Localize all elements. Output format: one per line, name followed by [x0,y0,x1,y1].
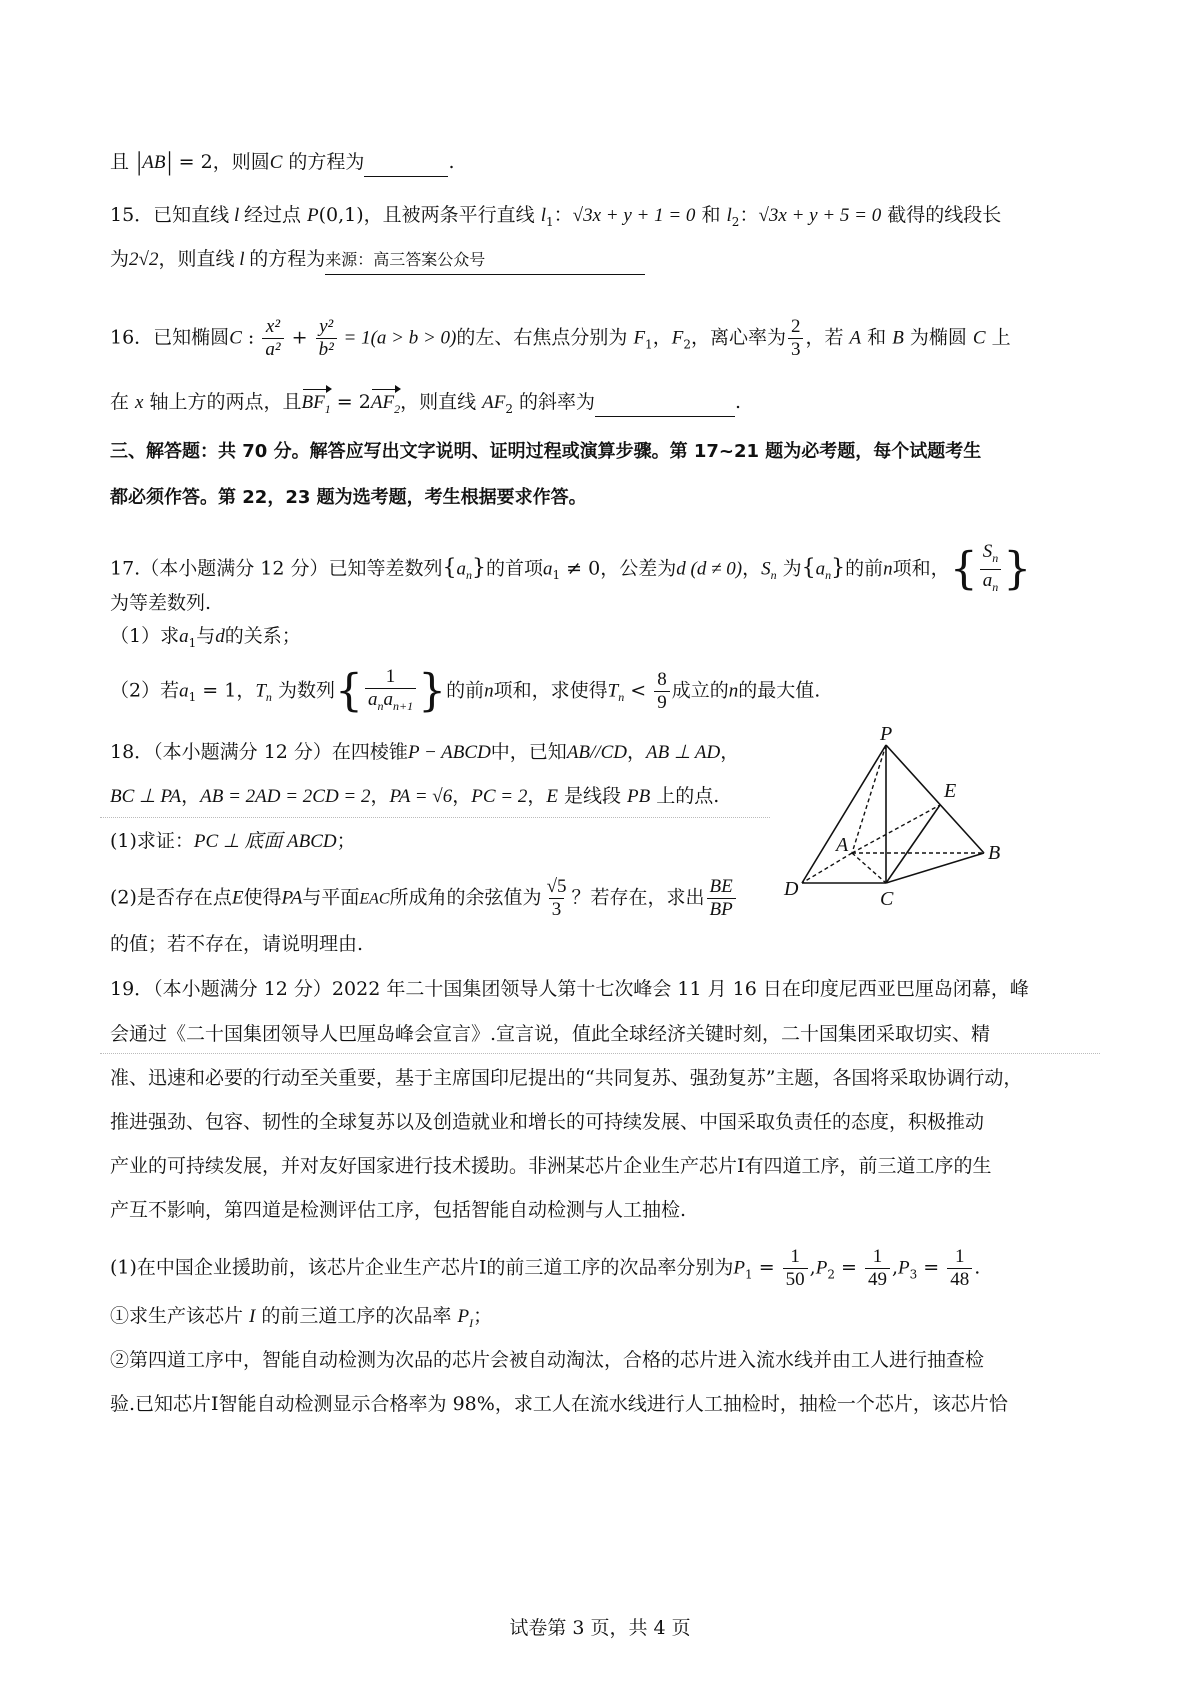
text: 是线段 [557,785,628,807]
q18-part2 [110,876,738,921]
math-n: n [484,680,494,702]
text: ； [336,830,356,852]
edge-ac [852,853,886,883]
fraction-1-50 [783,1246,808,1291]
math-parallel: AB//CD [566,742,627,763]
math-l: l [229,205,244,226]
q19-sub1 [110,1302,492,1337]
den: 48 [947,1268,972,1291]
text: ≠ 0 [560,557,601,580]
a: a [367,689,378,710]
text: . [735,391,742,413]
text: ： [739,204,759,226]
math-t: T [255,680,266,702]
num: x² [265,316,281,337]
math-b: B [892,327,904,349]
den: b² [316,338,337,361]
q16-line2 [110,388,741,423]
math-pa: PA [281,887,303,909]
text: 所成角的余弦值为 [389,886,542,909]
text: . [448,151,455,173]
section-3-instructions: 都必须作答。第 22，23 题为选考题，考生根据要求作答。 [110,487,587,508]
text: ： [553,204,573,226]
math-perp: AB ⊥ AD [646,742,721,763]
den: 3 [788,338,804,361]
den: 3 [549,898,565,921]
q15-line2 [110,245,645,275]
sub: I [469,1315,474,1330]
question-17-number: 17.（本小题满分 12 分）已知等差数列 [110,557,443,580]
math-f1: F [633,327,646,349]
text: 上的点. [650,785,720,807]
fraction-1-anan1 [365,666,416,717]
q19-line5: 产业的可持续发展，并对友好国家进行技术援助。非洲某芯片企业生产芯片I有四道工序，前三道工序的生 [110,1155,992,1177]
q17-part2: （2）若$a_1 = 1$，$T_n$ 为数列{ $\frac{1}{a_na_{n+1}}$ }的前n项和，求使得$T_n$ < $\frac{8}{9}$ 成立的n的最大值. [110,665,821,717]
fraction-1-49 [865,1246,890,1291]
text: ，且被两条平行直线 [363,204,541,226]
text: ， [370,785,390,807]
sub: 1 [645,337,653,352]
num: √5 [546,876,567,897]
text: 的最大值. [738,679,821,702]
text: （1）求 [110,625,180,647]
text: 且 [110,151,130,173]
math-a: a [179,680,189,702]
math-c: C [269,152,283,173]
text: ，则圆 [212,151,270,173]
math-ab: AB [142,152,166,173]
text: 与平面 [302,886,360,909]
q19-sub2-line2: 验.已知芯片I智能自动检测显示合格率为 98%，求工人在流水线进行人工抽检时，抽检一个芯片，该芯片恰 [110,1393,1008,1415]
text: 的前 [845,557,884,580]
vec-text: AF [370,392,395,413]
text: 轴上方的两点，且 [143,391,302,413]
sub: n [992,550,999,565]
num [980,541,1002,569]
math-d: d [676,558,686,580]
math-i: I [249,1306,256,1327]
den: 9 [654,691,670,714]
text: ， [527,785,547,807]
sub: n [825,568,832,583]
math-c: C [972,327,986,349]
text: ， [452,785,472,807]
text: (2)是否存在点 [110,886,232,909]
den [980,569,1002,598]
fraction-e [788,316,804,361]
sub: n [770,568,777,583]
text: + [285,326,314,349]
num: 1 [790,1246,800,1267]
text: ； [473,1305,493,1327]
text: ，若 [805,326,850,349]
text: 成立的 [671,679,729,702]
vec-text: BF [301,392,325,413]
num: 1 [872,1246,883,1267]
math-f2: F [671,327,684,349]
text: = 1 [196,679,237,702]
text: 为 [776,557,802,580]
den: 49 [865,1268,890,1291]
q16-line1: 16．已知椭圆C : $\frac{\text{x²}}{\text{a²}}$ + $\frac{\text{y²}}{\text{b²}}$ = 1(a > b > 0)的左、右焦点分别为 $F_1$，$F_2$，离心率为 $\frac{2}{3}$ ，若 A 和 B 为椭圆 C 上 [110,316,1011,360]
math-n: n [728,680,739,702]
question-18-number: 18．（本小题满分 12 分）在四棱锥 [110,741,408,763]
label-d: D [784,878,799,900]
math-p: P [733,1257,746,1279]
text: , [891,1256,899,1279]
math-eq2: √3x + y + 5 = 0 [758,205,882,226]
text: (1)求证： [110,830,194,852]
text: 使得 [243,886,282,909]
math-p: P [898,1257,910,1279]
num: y² [319,316,334,337]
sub: n [992,579,999,594]
math-p: P [815,1257,828,1279]
fraction-be-bp [707,876,736,921]
vector-bf1 [302,389,331,423]
math-l: l [234,249,250,270]
text: ， [181,785,201,807]
text: 经过点 [243,204,308,226]
q18-line1 [110,738,739,767]
divider [100,1053,1100,1054]
math-t: T [607,680,619,702]
text: 为 [110,248,130,270]
fraction-y2-b2 [316,316,337,361]
math-eq: = 2 [172,151,213,173]
text: 的前 [446,679,485,702]
math-p: P [457,1306,470,1327]
math-eac: EAC [359,890,390,908]
q14-tail: 且 |AB| = 2，则圆C 的方程为 . [110,147,455,176]
text: 项和， [892,557,950,580]
sub: 2 [394,401,401,416]
math-pb: PB [627,786,651,807]
edge-pb [886,745,984,853]
text: （2）若 [110,679,180,702]
page-footer: 试卷第 3 页，共 4 页 [509,1617,691,1639]
q19-line2: 会通过《二十国集团领导人巴厘岛峰会宣言》.宣言说，值此全球经济关键时刻，二十国集团采取切实、精 [110,1023,991,1045]
q17-part1 [110,622,301,657]
fraction-x2-a2 [262,316,283,361]
sub: 1 [552,568,561,583]
math-af2: AF [482,392,506,413]
text: ， [742,557,762,580]
text: 的斜率为 [512,391,596,413]
sub: 1 [745,1267,753,1282]
num: BE [709,876,733,897]
math-pc-perp: PC ⊥ 底面 ABCD [193,831,337,852]
text: 的方程为 [282,151,365,173]
num: 1 [955,1246,965,1267]
math-a: a [179,626,189,647]
vector-af2 [371,389,400,423]
q17-line2: 为等差数列. [110,592,212,614]
text: : [241,326,261,349]
text: 与 [196,625,216,647]
edge-ad [802,853,852,883]
text: 的首项 [485,557,543,580]
math-l1: l [540,205,546,226]
text: 的方程为 [249,248,326,270]
math-a: a [815,558,826,580]
text: 为椭圆 [903,326,973,349]
math-eq1: √3x + y + 1 = 0 [572,205,696,226]
fraction-1-48 [947,1246,972,1291]
math-coord: (0,1) [318,204,364,226]
q18-line2 [110,782,719,811]
text: = [752,1256,781,1279]
math-bc-pa: BC ⊥ PA [110,786,182,807]
label-c: C [880,888,894,910]
q19-line3: 准、迅速和必要的行动至关重要，基于主席国印尼提出的“共同复苏、强劲复苏”主题，各国将采取协调行动， [110,1067,1023,1089]
text: (1)在中国企业援助前，该芯片企业生产芯片I的前三道工序的次品率分别为 [110,1256,734,1279]
text: ，则直线 [158,248,235,270]
question-16-number: 16．已知椭圆 [110,326,230,349]
s: S [982,541,993,562]
den: 50 [783,1268,808,1291]
q18-line5: 的值；若不存在，请说明理由. [110,933,364,955]
text: = [917,1256,946,1279]
pyramid-figure [780,725,1020,915]
text: ， [720,741,740,763]
num: 2 [790,316,801,337]
math-dcond: (d ≠ 0) [685,558,743,580]
math-cond: = 1(a > b > 0) [338,327,457,349]
num: 1 [385,666,396,687]
sub: 1 [188,635,197,650]
a: a [383,689,393,710]
label-b: B [988,842,1001,864]
label-e: E [944,780,957,802]
text: 截得的线段长 [881,204,1002,226]
answer-blank-source: 来源：高三答案公众号 [325,246,645,275]
q17-line1: 17.（本小题满分 12 分）已知等差数列$\{a_n\}$的首项$a_1 \ne 0$，公差为d (d ≠ 0)，$S_n$ 为$\{a_n\}$的前n项和，{ $\frac{S_n}{a_n}$ } [110,541,1031,598]
text: ？若存在，求出 [571,886,705,909]
sub: n [465,568,472,583]
answer-blank [364,148,448,177]
sub: n+1 [392,698,414,713]
text: = [834,1256,863,1279]
text: 上 [985,326,1011,349]
sub: 1 [324,401,331,416]
sub: 1 [188,690,197,705]
sub: 3 [909,1267,918,1282]
sub: n [265,690,272,705]
den: BP [707,898,736,921]
text: 在 [110,391,136,413]
text: ，则直线 [400,391,483,413]
q19-line6: 产互不影响，第四道是检测评估工序，包括智能自动检测与人工抽检. [110,1199,687,1221]
text: 的关系； [224,625,301,647]
q19-line1: 19．（本小题满分 12 分）2022 年二十国集团领导人第十七次峰会 11 月 16 日在印度尼西亚巴厘岛闭幕，峰 [110,978,1029,1000]
math-d: d [215,626,225,647]
math-l2: l [726,205,732,226]
den: a² [262,338,283,361]
label-a: A [836,834,849,856]
math-n: n [883,558,893,580]
q18-part1 [110,827,356,856]
sub: 2 [683,337,691,352]
q19-sub2-line1: ②第四道工序中，智能自动检测为次品的芯片会被自动淘汰，合格的芯片进入流水线并由工人进行抽查检 [110,1349,985,1371]
math-c: C [229,327,242,349]
sub: 2 [505,401,513,416]
math-x: x [135,392,144,413]
a: a [982,569,993,591]
text: ①求生产该芯片 [110,1305,250,1327]
question-15-number: 15．已知直线 [110,204,230,226]
sub: 2 [731,214,740,229]
text: 项和，求使得 [493,679,608,702]
math-e: E [231,887,244,909]
math-a: A [849,327,862,349]
q19-line4: 推进强劲、包容、韧性的全球复苏以及创造就业和增长的可持续发展、中国采取负责任的态度，积极推动 [110,1111,985,1133]
math-pyramid: P − ABCD [407,742,491,763]
section-3-heading: 三、解答题：共 70 分。解答应写出文字说明、证明过程或演算步骤。第 17~21 题为必考题，每个试题考生 [110,441,982,462]
math-lengths: AB = 2AD = 2CD = 2 [200,786,371,807]
num: 8 [657,668,667,690]
edge-pd [802,745,886,883]
text: ，公差为 [600,557,677,580]
text: 的前三道工序的次品率 [255,1305,458,1327]
math-e: E [546,786,558,807]
math-a: a [543,558,553,580]
fraction-8-9 [654,669,670,714]
q15-line1 [110,201,1001,236]
math-pa: PA = √6 [389,786,453,807]
math-pc: PC = 2 [471,786,528,807]
math-a: a [456,558,466,580]
text: 中，已知 [490,741,567,763]
answer-blank [595,388,735,417]
label-p: P [880,725,893,745]
math-len: 2√2 [129,249,159,270]
text: ，离心率为 [690,326,786,349]
math-s: S [761,558,771,580]
text: = 2 [330,391,371,413]
edge-cb [886,853,984,883]
text: 为数列 [271,679,335,702]
math-p: P [307,205,319,226]
text: 和 [861,326,893,349]
text: ， [626,741,646,763]
text: . [974,1256,981,1279]
sub: n [618,690,625,705]
text: 的左、右焦点分别为 [456,326,634,349]
sub: 2 [827,1267,835,1282]
edge-pa [852,745,886,853]
text: ， [236,679,256,702]
sub: 1 [546,214,554,229]
edge-ec [886,805,940,883]
den [365,688,416,717]
sub: n [377,698,384,713]
text: , [809,1256,816,1279]
fraction-sn-an [980,541,1002,598]
divider [100,817,770,818]
fraction-cos [544,876,570,921]
text: 和 [695,204,727,226]
q19-part1 [110,1246,980,1291]
text: < [624,679,653,702]
